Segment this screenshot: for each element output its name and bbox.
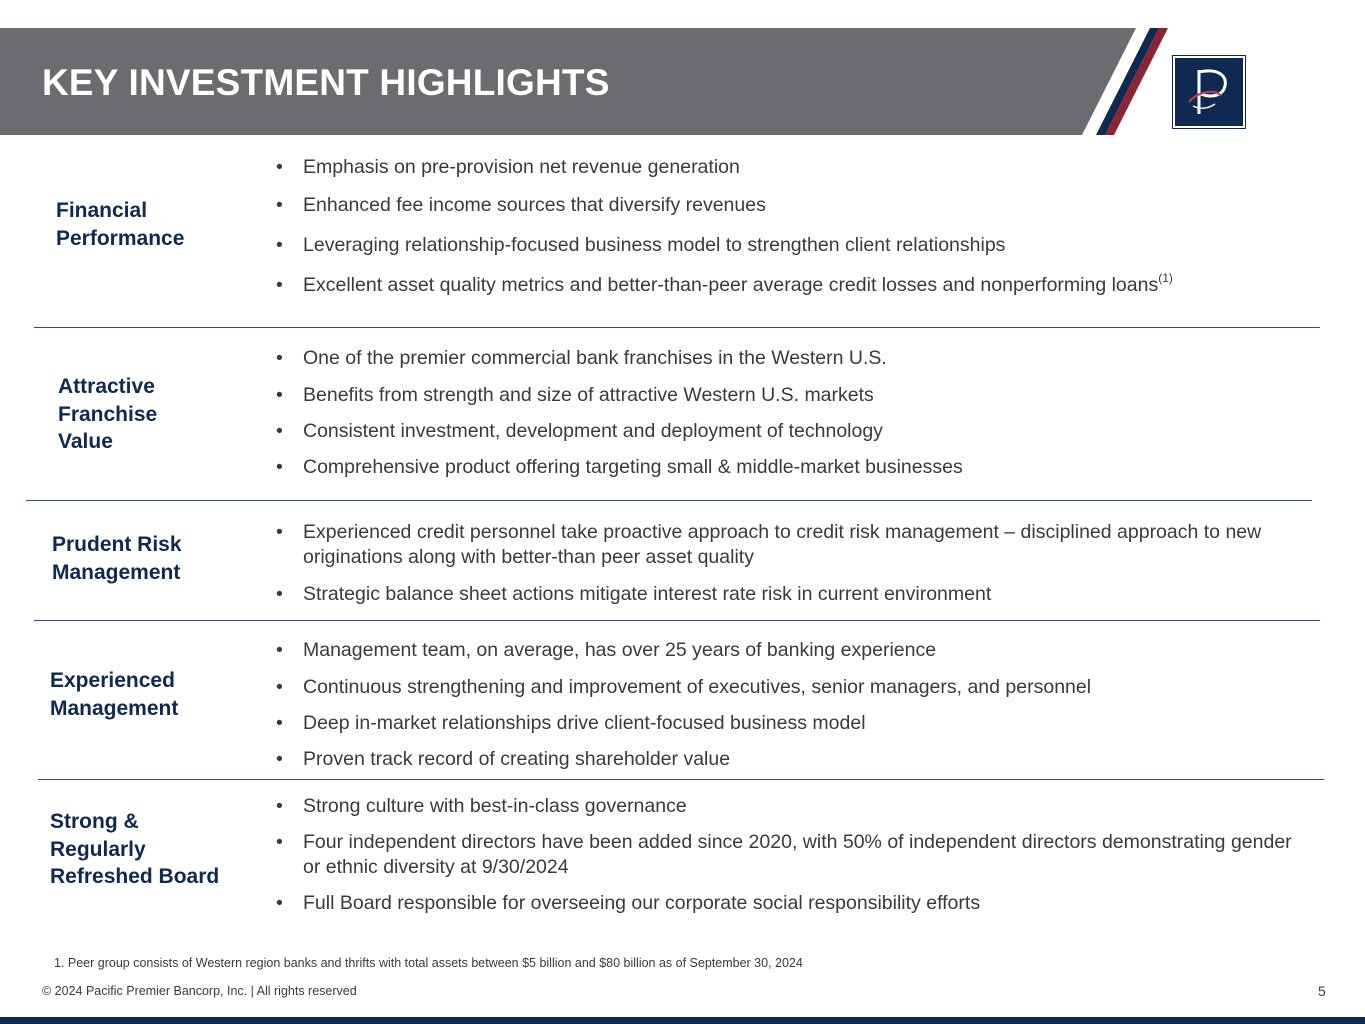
- page-title: KEY INVESTMENT HIGHLIGHTS: [42, 62, 610, 103]
- bullet-item: • One of the premier commercial bank franchises in the Western U.S.: [276, 347, 887, 369]
- logo-monogram-icon: [1175, 58, 1243, 126]
- copyright: © 2024 Pacific Premier Bancorp, Inc. | All rights reserved: [42, 984, 357, 998]
- bullet-item: • Strong culture with best-in-class governance: [276, 795, 687, 817]
- company-logo: [1172, 55, 1246, 129]
- footnote-ref: (1): [1158, 270, 1173, 285]
- bullet-item: • Continuous strengthening and improvement of executives, senior managers, and personnel: [276, 676, 1092, 698]
- bullet-item: • Consistent investment, development and deployment of technology: [276, 420, 883, 442]
- bullet-item: • Leveraging relationship-focused business model to strengthen client relationships: [276, 234, 1006, 256]
- section-divider: [34, 327, 1320, 328]
- section-label-attractive-franchise-value: Attractive Franchise Value: [58, 375, 158, 453]
- section-divider: [34, 620, 1320, 621]
- section-divider: [26, 500, 1312, 501]
- bullet-item: • Emphasis on pre-provision net revenue generation: [276, 156, 740, 178]
- page-number: 5: [1318, 983, 1326, 999]
- bullet-item: • Experienced credit personnel take proactive approach to credit risk management – disciplined approach to new originations along with better-than peer asset quality: [276, 521, 1262, 568]
- section-label-prudent-risk-management: Prudent Risk Management: [52, 533, 182, 584]
- section-label-strong-regularly-refreshed-board: Strong & Regularly Refreshed Board: [50, 810, 220, 888]
- section-label-experienced-management: Experienced Management: [50, 669, 179, 720]
- header-stripes: [1070, 28, 1180, 135]
- bullet-item: • Enhanced fee income sources that diversify revenues: [276, 194, 766, 216]
- bullet-item: • Management team, on average, has over 25 years of banking experience: [276, 639, 937, 661]
- bullet-item: • Strategic balance sheet actions mitigate interest rate risk in current environment: [276, 583, 992, 605]
- footnote: 1. Peer group consists of Western region banks and thrifts with total assets between $5 billion and $80 billion as of September 30, 2024: [54, 956, 803, 970]
- bullet-item: • Four independent directors have been added since 2020, with 50% of independent directors demonstrating gender or ethnic diversity at 9/30/2024: [276, 831, 1292, 878]
- bullet-item: • Excellent asset quality metrics and better-than-peer average credit losses and nonperforming loans$^{(1)}$: [276, 270, 1173, 296]
- bullet-item: • Proven track record of creating shareholder value: [276, 748, 731, 770]
- section-divider: [38, 779, 1324, 780]
- bottom-bar: [0, 1017, 1365, 1024]
- bullet-item: • Comprehensive product offering targeting small & middle-market businesses: [276, 456, 963, 478]
- bullet-item: • Deep in-market relationships drive client-focused business model: [276, 712, 866, 734]
- bullet-item: • Full Board responsible for overseeing our corporate social responsibility efforts: [276, 892, 981, 914]
- section-label-financial-performance: Financial Performance: [56, 199, 185, 250]
- bullet-item: • Benefits from strength and size of attractive Western U.S. markets: [276, 384, 874, 406]
